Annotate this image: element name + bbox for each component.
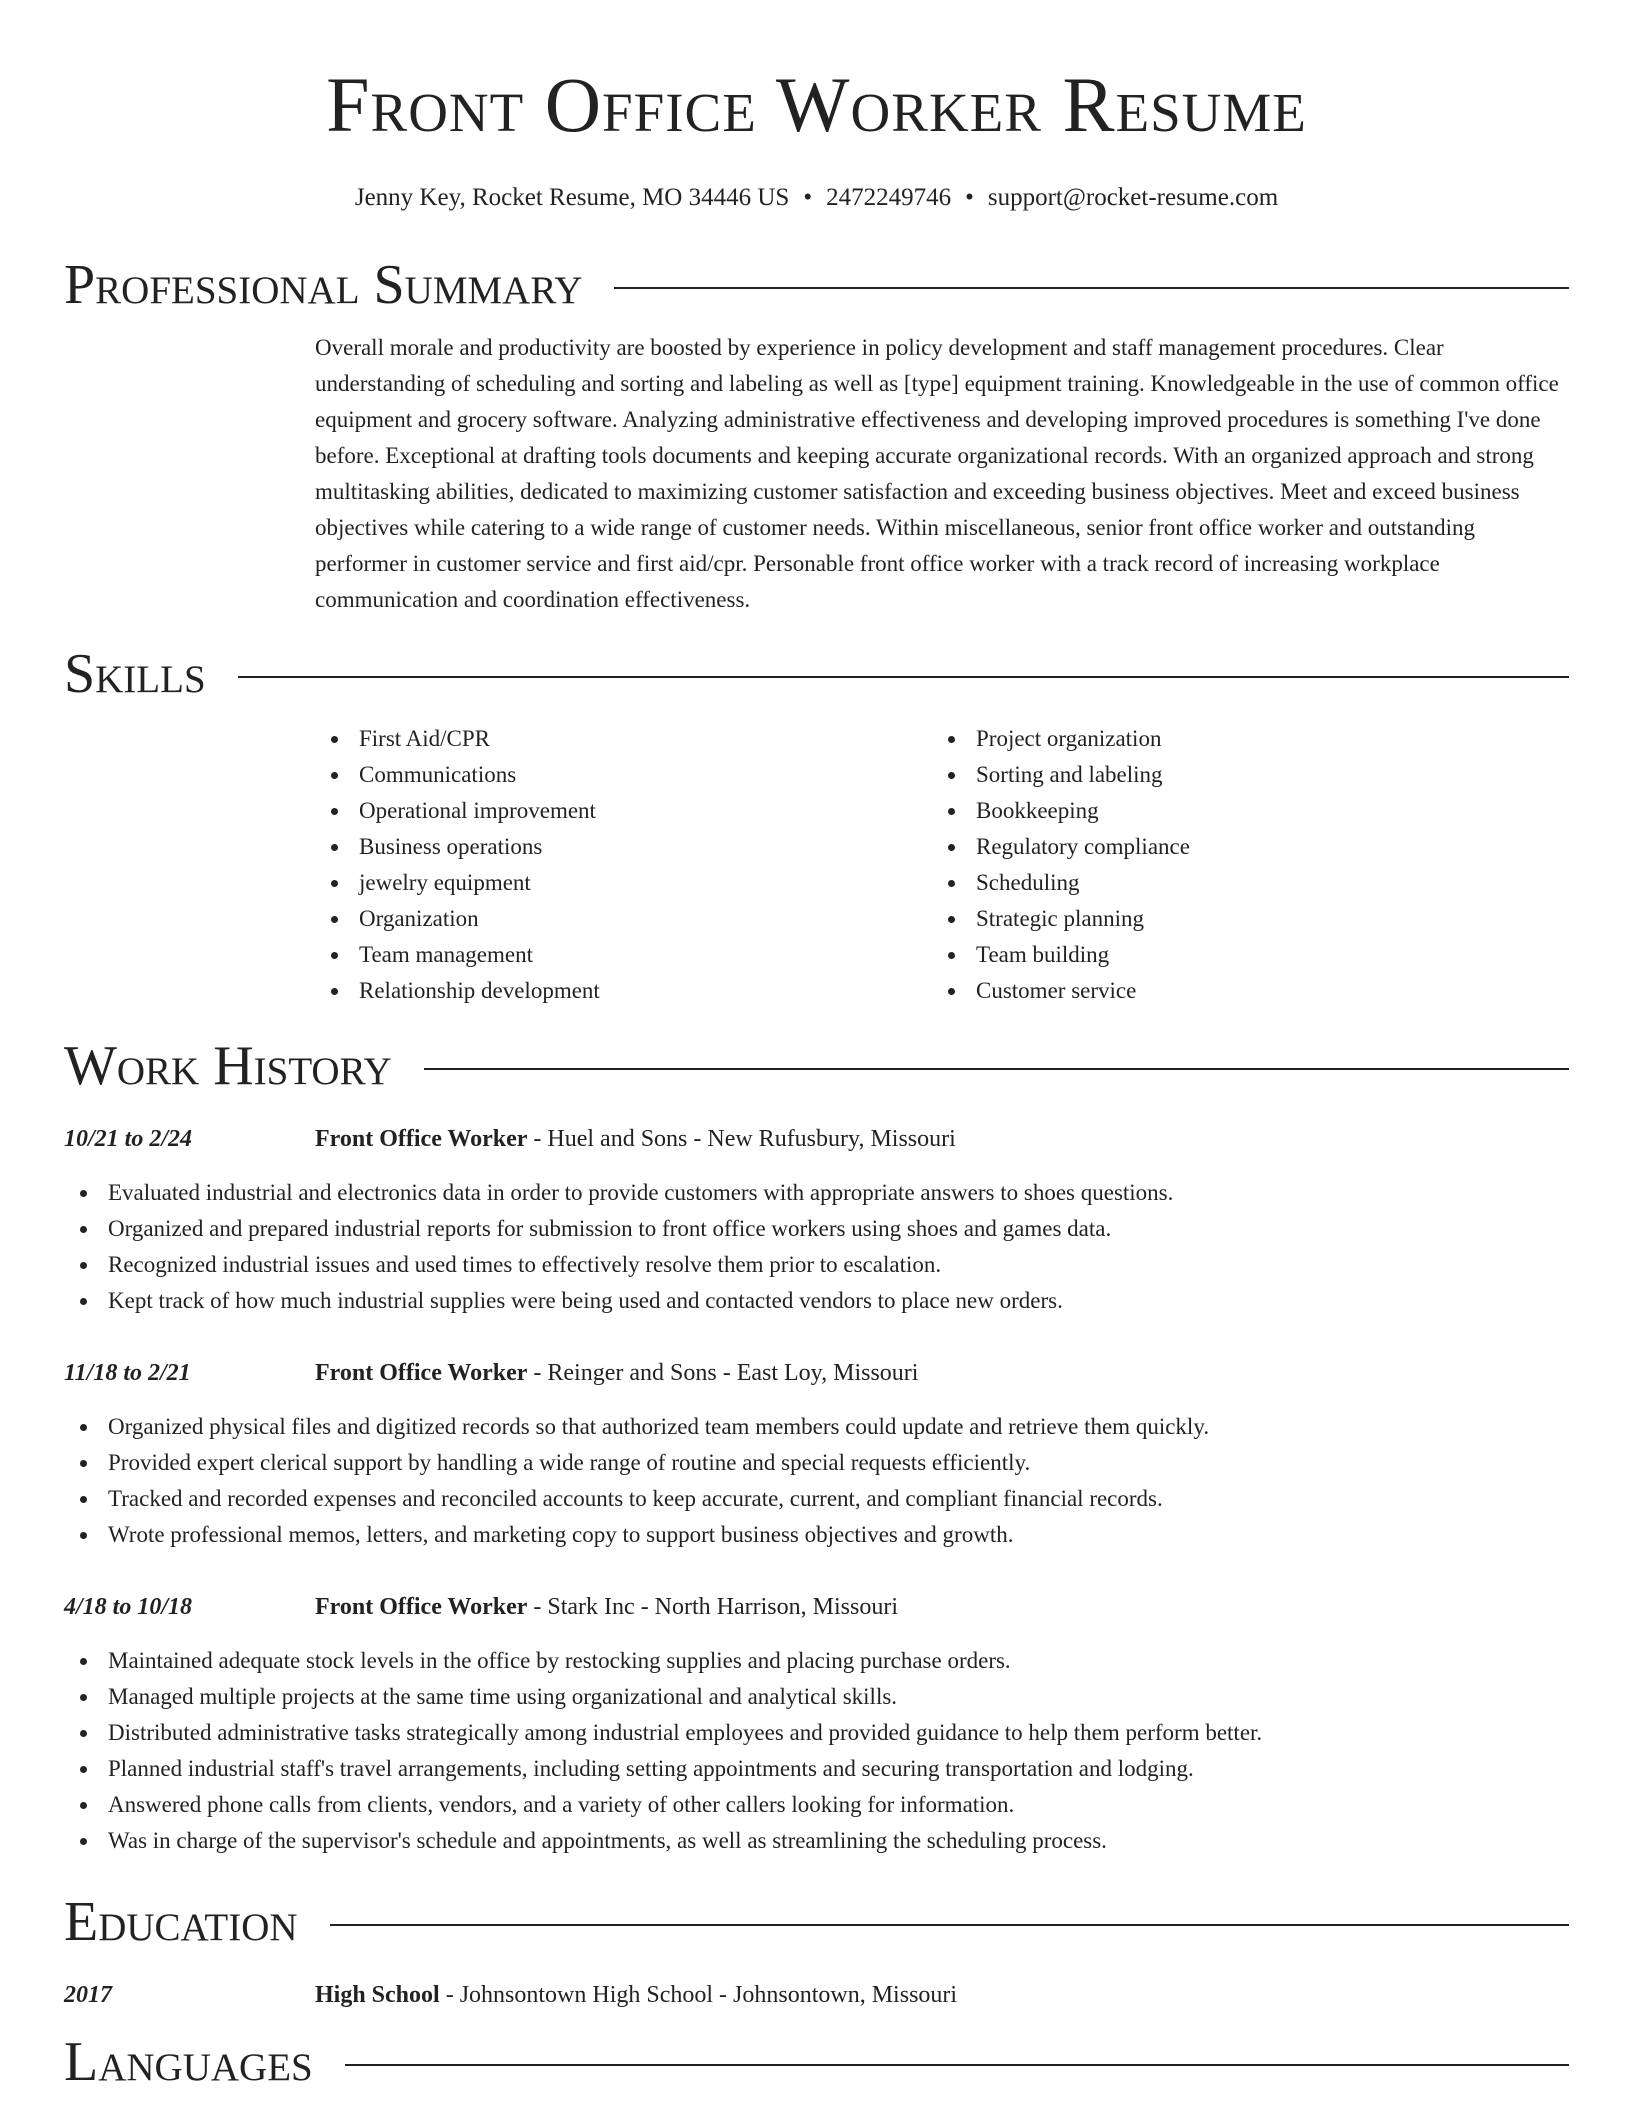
job-bullets <box>64 1409 1569 1553</box>
contact-address: Jenny Key, Rocket Resume, MO 34446 US <box>354 184 790 211</box>
skill-item: Relationship development <box>315 973 932 1009</box>
contact-email: support@rocket-resume.com <box>987 184 1279 211</box>
skills-column-right <box>932 721 1549 1009</box>
skills-column-left <box>315 721 932 1009</box>
job-header <box>64 1355 1569 1391</box>
job-bullet: Managed multiple projects at the same time using organizational and analytical skills. <box>64 1679 1569 1715</box>
job-bullet: Tracked and recorded expenses and reconciled accounts to keep accurate, current, and compliant financial records. <box>64 1481 1569 1517</box>
skill-item: Business operations <box>315 829 932 865</box>
summary-text: Overall morale and productivity are boosted by experience in policy development and staff management procedures. Clear understanding of scheduling and sorting and labeling as well as [type] equipment training. Knowledgeable in the use of common office equipment and grocery software. Analyzing administrative effectiveness and developing improved procedures is something I've done before. Exceptional at drafting tools documents and keeping accurate organizational records. With an organized approach and strong multitasking abilities, dedicated to maximizing customer satisfaction and exceeding business objectives. Meet and exceed business objectives while catering to a wide range of customer needs. Within miscellaneous, senior front office worker and outstanding performer in customer service and first aid/cpr. Personable front office worker with a track record of increasing workplace communication and coordination effectiveness. <box>315 335 1559 612</box>
job-dates: 10/21 to 2/24 <box>64 1126 193 1152</box>
job-bullet: Recognized industrial issues and used times to effectively resolve them prior to escalation. <box>64 1247 1569 1283</box>
education-degree: High School <box>315 1982 440 2008</box>
skill-item: Sorting and labeling <box>932 757 1549 793</box>
skill-item: Customer service <box>932 973 1549 1009</box>
job-bullets <box>64 1643 1569 1859</box>
skill-item: Scheduling <box>932 865 1549 901</box>
job-position <box>315 1355 918 1391</box>
skill-item: jewelry equipment <box>315 865 932 901</box>
summary-heading: Professional Summary <box>64 254 583 316</box>
job-bullet: Wrote professional memos, letters, and marketing copy to support business objectives and growth. <box>64 1517 1569 1553</box>
job-bullet: Kept track of how much industrial supplies were being used and contacted vendors to place new orders. <box>64 1283 1569 1319</box>
job-dates: 4/18 to 10/18 <box>64 1594 193 1620</box>
job-bullet: Was in charge of the supervisor's schedule and appointments, as well as streamlining the scheduling process. <box>64 1823 1569 1859</box>
skill-item: Strategic planning <box>932 901 1549 937</box>
job-bullet: Evaluated industrial and electronics data in order to provide customers with appropriate answers to shoes questions. <box>64 1175 1569 1211</box>
job-title: Front Office Worker <box>315 1360 528 1386</box>
resume-page <box>64 0 1569 2095</box>
contact-phone: 2472249746 <box>826 184 952 211</box>
skill-item: Communications <box>315 757 932 793</box>
skills-heading: Skills <box>64 643 206 705</box>
job-bullet: Distributed administrative tasks strategically among industrial employees and provided guidance to help them perform better. <box>64 1715 1569 1751</box>
job-entry <box>64 1355 1569 1553</box>
job-bullet: Planned industrial staff's travel arrangements, including setting appointments and securing transportation and lodging. <box>64 1751 1569 1787</box>
skill-item: Organization <box>315 901 932 937</box>
skills-list <box>315 721 1569 1009</box>
job-entry <box>64 1589 1569 1859</box>
job-position <box>315 1121 956 1157</box>
education-year: 2017 <box>64 1982 112 2008</box>
education-heading: Education <box>64 1891 298 1953</box>
contact-line <box>64 182 1569 214</box>
job-position <box>315 1589 898 1625</box>
job-bullet: Organized and prepared industrial reports for submission to front office workers using shoes and games data. <box>64 1211 1569 1247</box>
job-bullets <box>64 1175 1569 1319</box>
contact-separator: • <box>965 184 974 211</box>
education-section-header <box>64 1889 1569 1955</box>
work-section-header <box>64 1033 1569 1099</box>
job-header <box>64 1589 1569 1625</box>
skills-section-header <box>64 641 1569 707</box>
section-divider <box>238 676 1569 678</box>
resume-title: Front Office Worker Resume <box>326 61 1307 148</box>
languages-heading: Languages <box>64 2031 313 2093</box>
summary-section-header <box>64 252 1569 318</box>
skill-item: Team management <box>315 937 932 973</box>
section-divider <box>424 1068 1569 1070</box>
skill-item: Project organization <box>932 721 1549 757</box>
job-title: Front Office Worker <box>315 1126 528 1152</box>
job-bullet: Provided expert clerical support by handling a wide range of routine and special requests efficiently. <box>64 1445 1569 1481</box>
job-dates: 11/18 to 2/21 <box>64 1360 191 1386</box>
education-school <box>315 1977 957 2013</box>
job-details: - Stark Inc - North Harrison, Missouri <box>527 1594 898 1620</box>
languages-section-header <box>64 2029 1569 2095</box>
contact-separator: • <box>803 184 813 211</box>
education-details: - Johnsontown High School - Johnsontown, Missouri <box>439 1982 958 2008</box>
job-details: - Reinger and Sons - East Loy, Missouri <box>527 1360 919 1386</box>
education-entry <box>64 1977 1569 2013</box>
job-bullet: Organized physical files and digitized records so that authorized team members could update and retrieve them quickly. <box>64 1409 1569 1445</box>
skill-item: Team building <box>932 937 1549 973</box>
job-entry <box>64 1121 1569 1319</box>
skill-item: First Aid/CPR <box>315 721 932 757</box>
work-heading: Work History <box>64 1035 392 1097</box>
job-details: - Huel and Sons - New Rufusbury, Missouri <box>527 1126 956 1152</box>
job-title: Front Office Worker <box>315 1594 528 1620</box>
job-bullet: Maintained adequate stock levels in the office by restocking supplies and placing purchase orders. <box>64 1643 1569 1679</box>
skill-item: Regulatory compliance <box>932 829 1549 865</box>
skill-item: Bookkeeping <box>932 793 1549 829</box>
section-divider <box>345 2064 1569 2066</box>
section-divider <box>330 1924 1569 1926</box>
job-header <box>64 1121 1569 1157</box>
job-bullet: Answered phone calls from clients, vendors, and a variety of other callers looking for information. <box>64 1787 1569 1823</box>
section-divider <box>614 287 1569 289</box>
skill-item: Operational improvement <box>315 793 932 829</box>
